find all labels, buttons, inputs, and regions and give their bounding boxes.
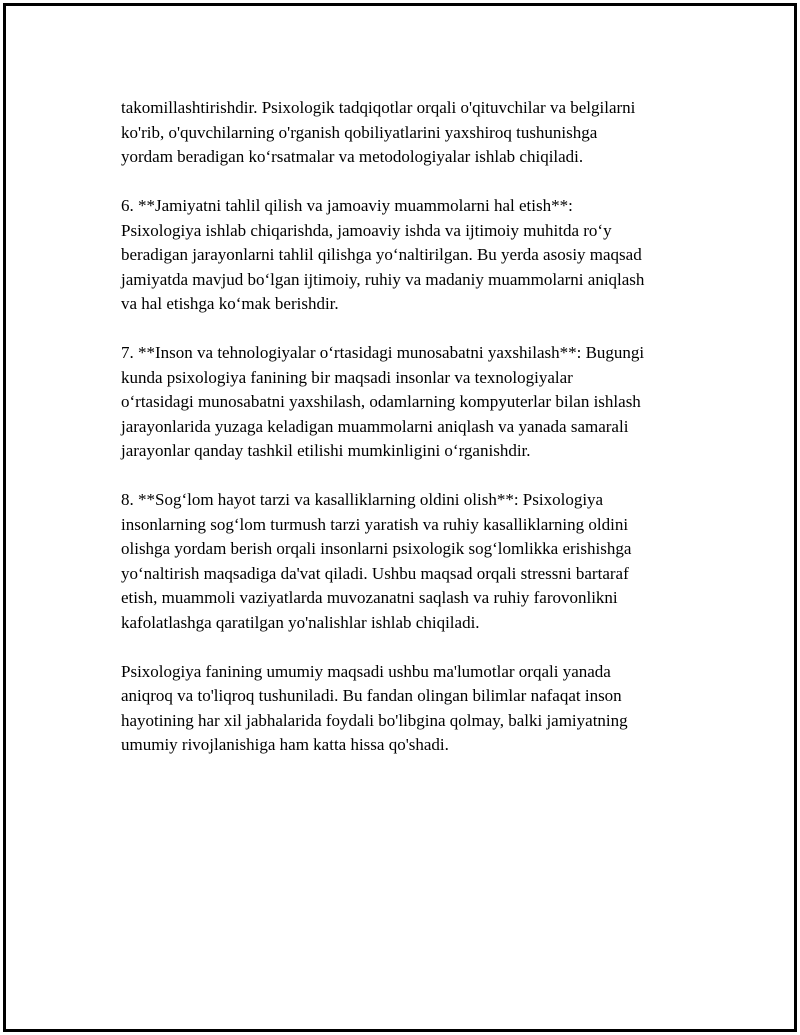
paragraph-item-6 xyxy=(121,194,711,317)
text-line: jamiyatda mavjud bo‘lgan ijtimoiy, ruhiy va madaniy muammolarni aniqlash xyxy=(121,269,645,289)
text-line: va hal etishga ko‘mak berishdir. xyxy=(121,294,339,313)
text-line: Psixologiya fanining umumiy maqsadi ushbu ma'lumotlar orqali yanada xyxy=(121,661,611,681)
text-line: yo‘naltirish maqsadiga da'vat qiladi. Ushbu maqsad orqali stressni bartaraf xyxy=(121,563,629,583)
document-body xyxy=(121,96,711,782)
text-line: yordam beradigan ko‘rsatmalar va metodologiyalar ishlab chiqiladi. xyxy=(121,147,584,166)
text-line: o‘rtasidagi munosabatni yaxshilash, odamlarning kompyuterlar bilan ishlash xyxy=(121,392,641,411)
text-line: olishga yordam berish orqali insonlarni psixologik sog‘lomlikka erishishga xyxy=(121,539,632,558)
text-line: umumiy rivojlanishiga ham katta hissa qo'shadi. xyxy=(121,735,449,754)
text-line: 6. **Jamiyatni tahlil qilish va jamoaviy muammolarni hal etish**: xyxy=(121,196,573,215)
paragraph-intro-continuation xyxy=(121,96,711,170)
text-line: hayotining har xil jabhalarida foydali bo'libgina qolmay, balki jamiyatning xyxy=(121,710,628,730)
paragraph-item-7 xyxy=(121,341,711,464)
text-line: 8. **Sog‘lom hayot tarzi va kasalliklarning oldini olish**: Psixologiya xyxy=(121,490,604,509)
text-line: ko'rib, o'quvchilarning o'rganish qobiliyatlarini yaxshiroq tushunishga xyxy=(121,122,598,142)
text-line: beradigan jarayonlarni tahlil qilishga yo‘naltirilgan. Bu yerda asosiy maqsad xyxy=(121,245,642,264)
text-line: jarayonlar qanday tashkil etilishi mumkinligini o‘rganishdir. xyxy=(121,441,531,460)
paragraph-item-8 xyxy=(121,488,711,635)
text-line: kunda psixologiya fanining bir maqsadi insonlar va texnologiyalar xyxy=(121,367,573,387)
text-line: jarayonlarida yuzaga keladigan muammolarni aniqlash va yanada samarali xyxy=(121,416,629,436)
text-line: insonlarning sog‘lom turmush tarzi yaratish va ruhiy kasalliklarning oldini xyxy=(121,514,629,534)
text-line: Psixologiya ishlab chiqarishda, jamoaviy ishda va ijtimoiy muhitda ro‘y xyxy=(121,220,612,240)
text-line: takomillashtirishdir. Psixologik tadqiqotlar orqali o'qituvchilar va belgilarni xyxy=(121,98,636,117)
document-page xyxy=(3,3,797,1032)
text-line: 7. **Inson va tehnologiyalar o‘rtasidagi munosabatni yaxshilash**: Bugungi xyxy=(121,343,645,362)
text-line: kafolatlashga qaratilgan yo'nalishlar ishlab chiqiladi. xyxy=(121,612,480,632)
text-line: etish, muammoli vaziyatlarda muvozanatni saqlash va ruhiy farovonlikni xyxy=(121,588,618,607)
paragraph-conclusion xyxy=(121,660,711,758)
text-line: aniqroq va to'liqroq tushuniladi. Bu fandan olingan bilimlar nafaqat inson xyxy=(121,686,622,705)
